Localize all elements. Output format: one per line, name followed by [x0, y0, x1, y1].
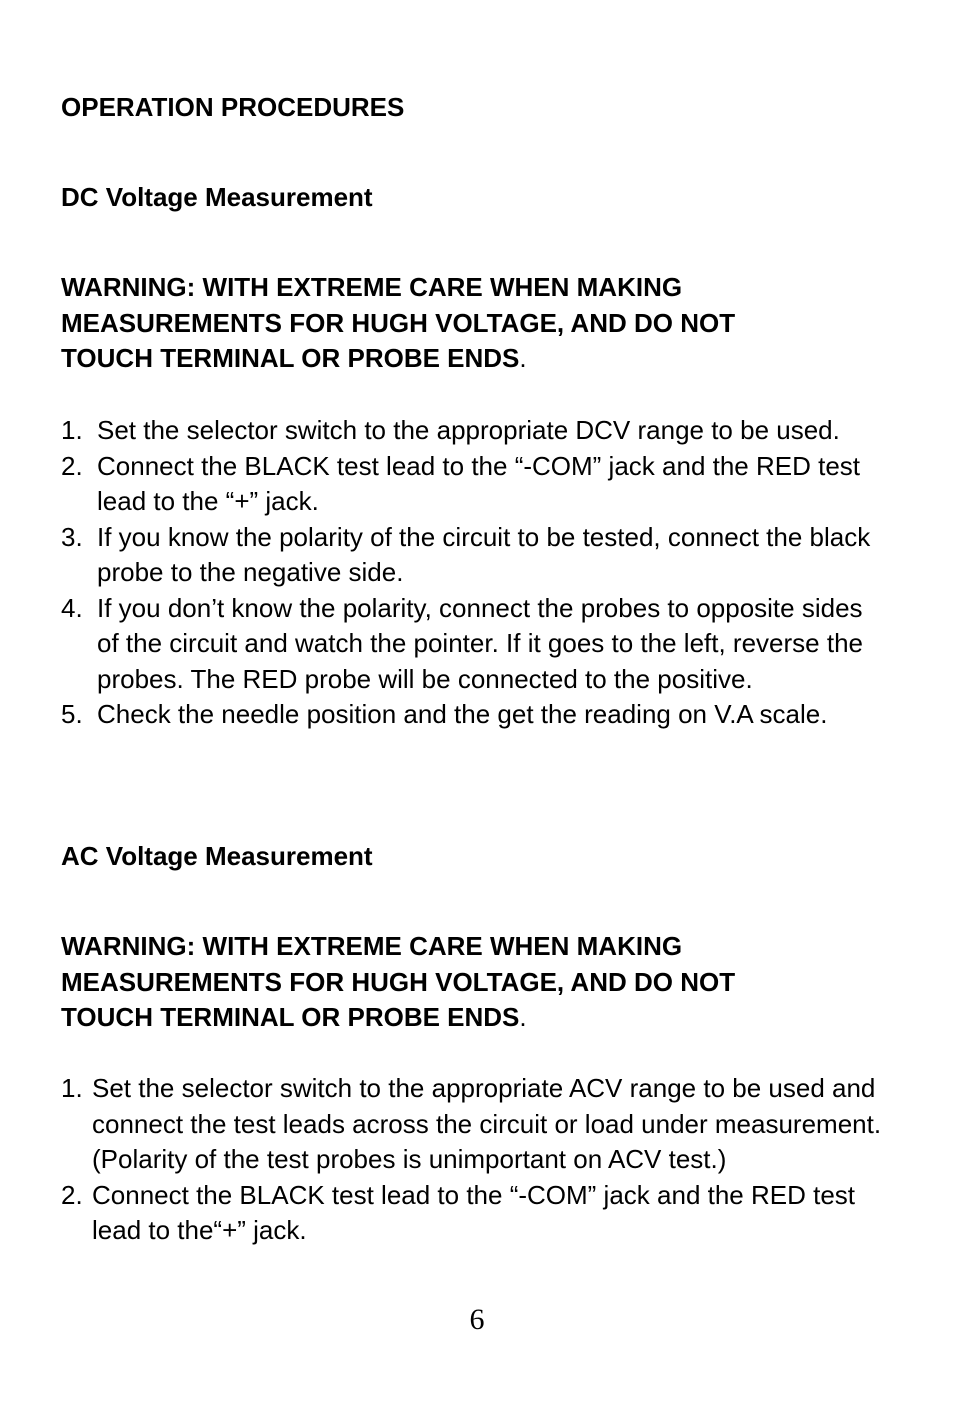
- step-text: Set the selector switch to the appropriate DCV range to be used.: [97, 415, 840, 445]
- step-text: Connect the BLACK test lead to the “-COM” jack and the RED test lead to the“+” jack.: [92, 1179, 856, 1245]
- dc-warning-line: MEASUREMENTS FOR HUGH VOLTAGE, AND DO NOT: [61, 307, 736, 338]
- step-number: 2.: [61, 450, 83, 481]
- list-item: [61, 413, 901, 449]
- dc-steps-list: [61, 413, 901, 733]
- dc-warning-line: TOUCH TERMINAL OR PROBE ENDS: [61, 343, 520, 373]
- step-text: If you know the polarity of the circuit to be tested, connect the black probe to the negative side.: [97, 521, 871, 587]
- ac-warning-line: MEASUREMENTS FOR HUGH VOLTAGE, AND DO NOT: [61, 966, 736, 997]
- ac-warning: [61, 929, 735, 1036]
- ac-steps-list: [61, 1071, 901, 1249]
- list-item: [61, 520, 901, 591]
- dc-section-title: DC Voltage Measurement: [61, 182, 373, 212]
- step-text: If you don’t know the polarity, connect the probes to opposite sides of the circuit and watch the pointer. If it goes to the left, reverse the probes. The RED probe will be connected to the positive.: [97, 592, 863, 694]
- step-number: 2.: [61, 1179, 83, 1210]
- ac-warning-line: WARNING: WITH EXTREME CARE WHEN MAKING: [61, 931, 683, 961]
- dc-warning-line: WARNING: WITH EXTREME CARE WHEN MAKING: [61, 272, 683, 302]
- step-number: 5.: [61, 699, 83, 729]
- page-number: 6: [469, 1303, 485, 1336]
- list-item: [61, 449, 901, 520]
- ac-section-title: AC Voltage Measurement: [61, 841, 373, 871]
- step-text: Connect the BLACK test lead to the “-COM” jack and the RED test lead to the “+” jack.: [97, 450, 861, 516]
- step-text: Check the needle position and the get the reading on V.A scale.: [97, 699, 828, 729]
- step-number: 1.: [61, 1073, 83, 1103]
- dc-warning: [61, 270, 735, 377]
- step-number: 4.: [61, 592, 83, 623]
- list-item: [61, 1178, 901, 1249]
- ac-warning-line: TOUCH TERMINAL OR PROBE ENDS: [61, 1002, 520, 1032]
- dc-warning-period: .: [519, 343, 527, 373]
- step-text: Set the selector switch to the appropriate ACV range to be used and connect the test leads across the circuit or load under measurement. (Polarity of the test probes is unimportant on ACV test.): [92, 1073, 882, 1174]
- list-item: [61, 1071, 901, 1178]
- step-number: 3.: [61, 521, 83, 552]
- step-number: 1.: [61, 415, 83, 445]
- list-item: [61, 591, 901, 698]
- page-heading: OPERATION PROCEDURES: [61, 92, 405, 122]
- ac-warning-period: .: [519, 1002, 527, 1032]
- list-item: [61, 697, 901, 733]
